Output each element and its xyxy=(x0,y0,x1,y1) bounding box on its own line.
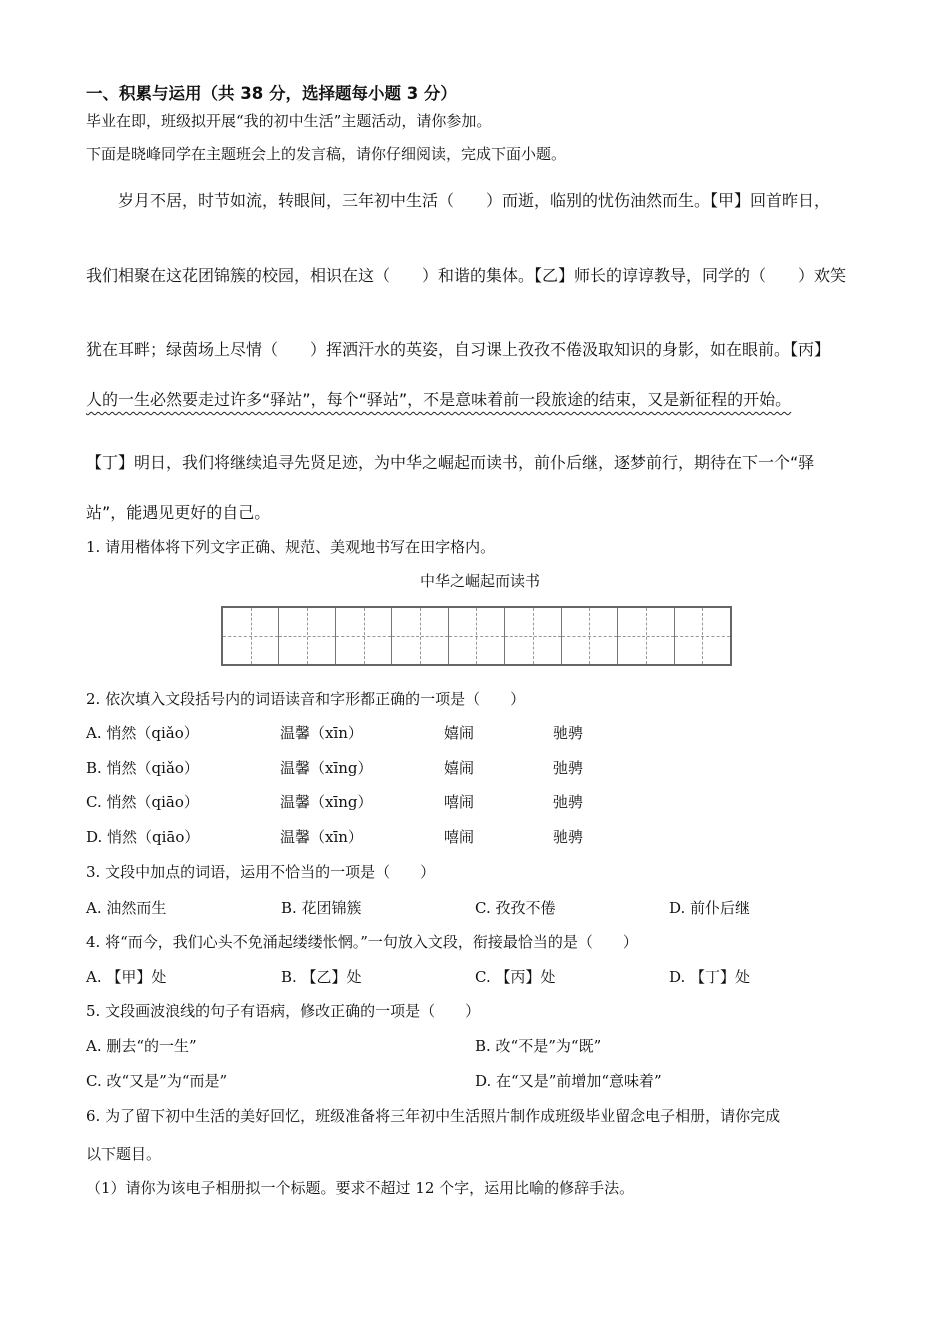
q3-option-c[interactable]: C. 孜孜不倦 xyxy=(475,899,556,917)
grid-cell[interactable] xyxy=(392,608,448,664)
q4-option-d[interactable]: D. 【丁】处 xyxy=(669,968,751,986)
q4-stem: 4. 将“而今，我们心头不免涌起缕缕怅惘。”一句放入文段，衔接最恰当的是（ ） xyxy=(86,933,638,951)
grid-cell[interactable] xyxy=(562,608,618,664)
q6-stem-line-1: 6. 为了留下初中生活的美好回忆，班级准备将三年初中生活照片制作成班级毕业留念电子相册，请你完成 xyxy=(86,1107,781,1125)
q2-option-b-word2: 温馨（xīng） xyxy=(280,759,373,777)
q2-option-c-word3: 嘻闹 xyxy=(444,793,475,811)
q2-option-d-word3: 嘻闹 xyxy=(444,828,475,846)
grid-cell[interactable] xyxy=(449,608,505,664)
passage-line-6: 站”，能遇见更好的自己。 xyxy=(86,503,271,522)
q5-option-a[interactable]: A. 删去“的一生” xyxy=(86,1037,197,1055)
intro-line-2: 下面是晓峰同学在主题班会上的发言稿，请你仔细阅读，完成下面小题。 xyxy=(86,145,567,163)
q2-option-d[interactable]: D. 悄然（qiāo） xyxy=(86,828,200,846)
q6-sub-question-1: （1）请你为该电子相册拟一个标题。要求不超过 12 个字，运用比喻的修辞手法。 xyxy=(86,1179,635,1197)
q5-option-b[interactable]: B. 改“不是”为“既” xyxy=(475,1037,602,1055)
passage-line-5: 【丁】明日，我们将继续追寻先贤足迹，为中华之崛起而读书，前仆后继，逐梦前行，期待在下一个“驿 xyxy=(86,453,815,472)
q4-option-b[interactable]: B. 【乙】处 xyxy=(281,968,362,986)
q6-stem-line-2: 以下题目。 xyxy=(86,1145,162,1163)
grid-cell[interactable] xyxy=(279,608,335,664)
grid-cell[interactable] xyxy=(505,608,561,664)
q2-option-a-word4: 驰骋 xyxy=(553,724,584,742)
q4-option-a[interactable]: A. 【甲】处 xyxy=(86,968,167,986)
q2-option-d-word4: 驰骋 xyxy=(553,828,584,846)
q3-option-a[interactable]: A. 油然而生 xyxy=(86,899,167,917)
passage-line-2: 我们相聚在这花团锦簇的校园，相识在这（ ）和谐的集体。【乙】师长的谆谆教导，同学的（ ）欢笑 xyxy=(86,266,847,285)
q1-stem: 1. 请用楷体将下列文字正确、规范、美观地书写在田字格内。 xyxy=(86,538,496,556)
passage-line-4-wavy: 人的一生必然要走过许多“驿站”，每个“驿站”，不是意味着前一段旅途的结束，又是新征程的开始。 xyxy=(86,390,792,409)
passage-line-1: 岁月不居，时节如流，转眼间，三年初中生活（ ）而逝，临别的忧伤油然而生。【甲】回首昨日， xyxy=(118,191,831,210)
q2-option-d-word2: 温馨（xīn） xyxy=(280,828,363,846)
q2-option-a-word2: 温馨（xīn） xyxy=(280,724,363,742)
grid-cell[interactable] xyxy=(336,608,392,664)
q3-option-b[interactable]: B. 花团锦簇 xyxy=(281,899,362,917)
tianzi-grid[interactable] xyxy=(221,606,732,666)
grid-cell[interactable] xyxy=(223,608,279,664)
q2-option-a-word3: 嬉闹 xyxy=(444,724,475,742)
q1-copy-text: 中华之崛起而读书 xyxy=(420,572,541,590)
q2-stem: 2. 依次填入文段括号内的词语读音和字形都正确的一项是（ ） xyxy=(86,690,526,708)
q2-option-b-word3: 嬉闹 xyxy=(444,759,475,777)
q2-option-c-word2: 温馨（xīng） xyxy=(280,793,373,811)
q5-stem: 5. 文段画波浪线的句子有语病，修改正确的一项是（ ） xyxy=(86,1002,481,1020)
q2-option-c-word4: 弛骋 xyxy=(553,793,584,811)
q3-option-d[interactable]: D. 前仆后继 xyxy=(669,899,751,917)
q5-option-d[interactable]: D. 在“又是”前增加“意味着” xyxy=(475,1072,662,1090)
q5-option-c[interactable]: C. 改“又是”为“而是” xyxy=(86,1072,228,1090)
grid-cell[interactable] xyxy=(618,608,674,664)
q4-option-c[interactable]: C. 【丙】处 xyxy=(475,968,556,986)
q3-stem: 3. 文段中加点的词语，运用不恰当的一项是（ ） xyxy=(86,863,436,881)
intro-line-1: 毕业在即，班级拟开展“我的初中生活”主题活动，请你参加。 xyxy=(86,112,492,130)
section-title: 一、积累与运用（共 38 分，选择题每小题 3 分） xyxy=(86,84,457,103)
passage-line-3: 犹在耳畔；绿茵场上尽情（ ）挥洒汗水的英姿，自习课上孜孜不倦汲取知识的身影，如在眼前。【丙】 xyxy=(86,340,831,359)
q2-option-b-word4: 弛骋 xyxy=(553,759,584,777)
q2-option-c[interactable]: C. 悄然（qiāo） xyxy=(86,793,199,811)
grid-cell[interactable] xyxy=(675,608,730,664)
q2-option-a[interactable]: A. 悄然（qiǎo） xyxy=(86,724,199,742)
q2-option-b[interactable]: B. 悄然（qiǎo） xyxy=(86,759,199,777)
